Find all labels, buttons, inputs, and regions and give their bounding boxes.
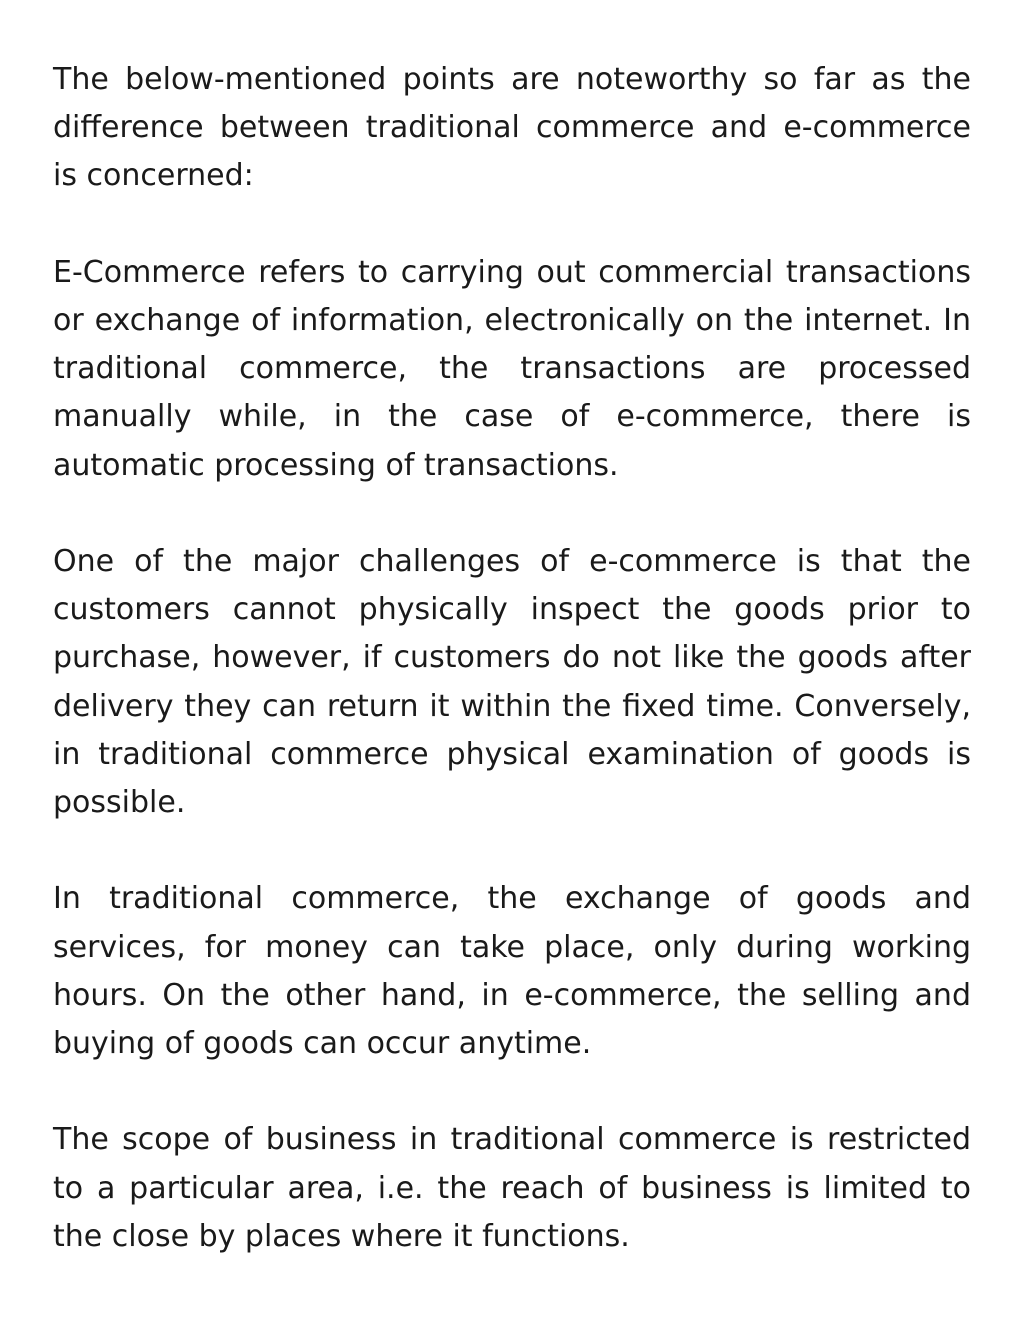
inspection-paragraph: One of the major challenges of e-commerce is that the customers cannot physically inspect the goods prior to purchase, however, if customers do not like the goods after delivery they can return it within the fixed time. Conversely, in traditional commerce physical examination of goods is possible.: [53, 544, 971, 821]
intro-paragraph: The below-mentioned points are noteworthy so far as the difference between traditional commerce and e-commerce is concerned:: [53, 62, 971, 194]
ecommerce-definition-paragraph: E-Commerce refers to carrying out commercial transactions or exchange of information, electronically on the internet. In traditional commerce, the transactions are processed manually while, in the case of e-commerce, there is automatic processing of transactions.: [53, 254, 971, 483]
working-hours-paragraph: In traditional commerce, the exchange of goods and services, for money can take place, only during working hours. On the other hand, in e-commerce, the selling and buying of goods can occur anytime.: [53, 881, 971, 1062]
business-scope-paragraph: The scope of business in traditional commerce is restricted to a particular area, i.e. the reach of business is limited to the close by places where it functions.: [53, 1122, 971, 1254]
document-body: [53, 56, 971, 1309]
